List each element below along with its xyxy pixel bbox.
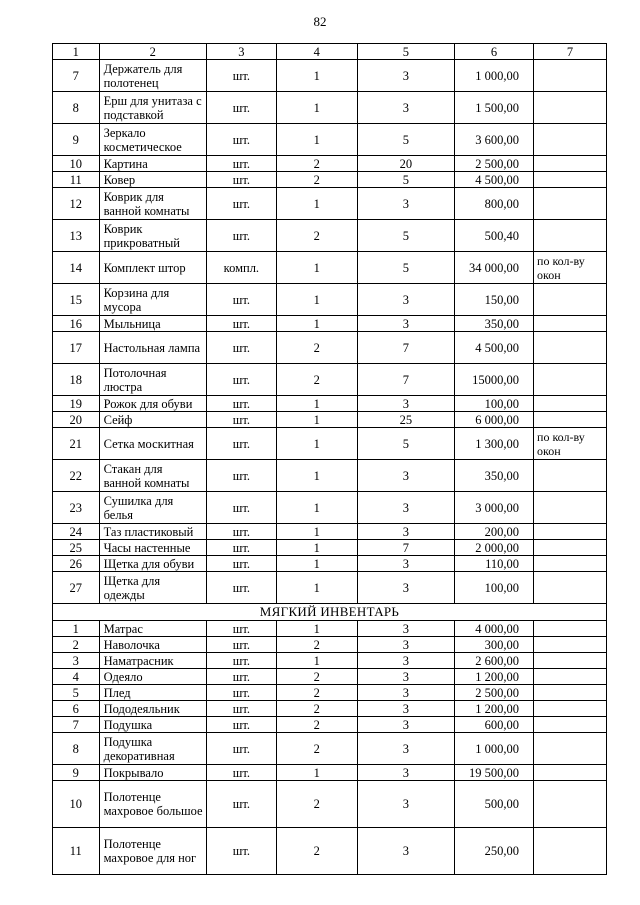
price-cell: 350,00: [455, 460, 534, 492]
quantity-cell: 1: [276, 653, 357, 669]
price-cell: 500,00: [455, 781, 534, 828]
unit-cell: шт.: [206, 188, 276, 220]
item-name: Подушка декоративная: [99, 733, 206, 765]
service-life-cell: 3: [357, 316, 454, 332]
service-life-cell: 3: [357, 396, 454, 412]
unit-cell: шт.: [206, 653, 276, 669]
service-life-cell: 7: [357, 540, 454, 556]
price-cell: 3 000,00: [455, 492, 534, 524]
unit-cell: шт.: [206, 92, 276, 124]
service-life-cell: 7: [357, 332, 454, 364]
item-name: Плед: [99, 685, 206, 701]
column-header: 7: [534, 44, 607, 60]
quantity-cell: 1: [276, 556, 357, 572]
unit-cell: шт.: [206, 828, 276, 875]
item-name: Настольная лампа: [99, 332, 206, 364]
item-name: Пододеяльник: [99, 701, 206, 717]
service-life-cell: 5: [357, 220, 454, 252]
row-number: 19: [53, 396, 100, 412]
row-number: 11: [53, 172, 100, 188]
service-life-cell: 5: [357, 428, 454, 460]
quantity-cell: 1: [276, 188, 357, 220]
quantity-cell: 2: [276, 332, 357, 364]
note-cell: [534, 828, 607, 875]
note-cell: по кол-ву окон: [534, 428, 607, 460]
service-life-cell: 3: [357, 828, 454, 875]
quantity-cell: 1: [276, 492, 357, 524]
item-name: Подушка: [99, 717, 206, 733]
item-name: Часы настенные: [99, 540, 206, 556]
unit-cell: шт.: [206, 733, 276, 765]
column-header: 1: [53, 44, 100, 60]
service-life-cell: 25: [357, 412, 454, 428]
table-row: [53, 733, 607, 765]
note-cell: [534, 717, 607, 733]
quantity-cell: 1: [276, 540, 357, 556]
note-cell: [534, 364, 607, 396]
item-name: Потолочная люстра: [99, 364, 206, 396]
note-cell: [534, 621, 607, 637]
item-name: Наволочка: [99, 637, 206, 653]
unit-cell: шт.: [206, 364, 276, 396]
unit-cell: шт.: [206, 412, 276, 428]
unit-cell: шт.: [206, 669, 276, 685]
section-header-row: [53, 604, 607, 621]
price-cell: 34 000,00: [455, 252, 534, 284]
table-row: [53, 765, 607, 781]
table-row: [53, 701, 607, 717]
item-name: Полотенце махровое большое: [99, 781, 206, 828]
column-header: 4: [276, 44, 357, 60]
price-cell: 2 600,00: [455, 653, 534, 669]
item-name: Зеркало косметическое: [99, 124, 206, 156]
note-cell: [534, 701, 607, 717]
unit-cell: шт.: [206, 765, 276, 781]
item-name: Одеяло: [99, 669, 206, 685]
quantity-cell: 1: [276, 252, 357, 284]
unit-cell: шт.: [206, 781, 276, 828]
quantity-cell: 2: [276, 220, 357, 252]
unit-cell: шт.: [206, 220, 276, 252]
unit-cell: шт.: [206, 701, 276, 717]
price-cell: 4 500,00: [455, 172, 534, 188]
price-cell: 3 600,00: [455, 124, 534, 156]
price-cell: 300,00: [455, 637, 534, 653]
unit-cell: шт.: [206, 717, 276, 733]
table-row: [53, 828, 607, 875]
note-cell: [534, 188, 607, 220]
service-life-cell: 3: [357, 492, 454, 524]
row-number: 8: [53, 92, 100, 124]
service-life-cell: 3: [357, 60, 454, 92]
item-name: Стакан для ванной комнаты: [99, 460, 206, 492]
note-cell: [534, 316, 607, 332]
note-cell: [534, 685, 607, 701]
note-cell: [534, 781, 607, 828]
item-name: Ковер: [99, 172, 206, 188]
table-row: [53, 556, 607, 572]
row-number: 17: [53, 332, 100, 364]
note-cell: [534, 572, 607, 604]
table-row: [53, 524, 607, 540]
service-life-cell: 3: [357, 781, 454, 828]
service-life-cell: 3: [357, 621, 454, 637]
item-name: Комплект штор: [99, 252, 206, 284]
price-cell: 1 500,00: [455, 92, 534, 124]
row-number: 23: [53, 492, 100, 524]
row-number: 15: [53, 284, 100, 316]
service-life-cell: 3: [357, 556, 454, 572]
row-number: 18: [53, 364, 100, 396]
table-row: [53, 172, 607, 188]
note-cell: [534, 524, 607, 540]
service-life-cell: 3: [357, 637, 454, 653]
note-cell: [534, 460, 607, 492]
service-life-cell: 5: [357, 124, 454, 156]
price-cell: 19 500,00: [455, 765, 534, 781]
note-cell: [534, 92, 607, 124]
table-row: [53, 220, 607, 252]
table-row: [53, 669, 607, 685]
row-number: 9: [53, 765, 100, 781]
table-row: [53, 364, 607, 396]
price-cell: 15000,00: [455, 364, 534, 396]
unit-cell: шт.: [206, 60, 276, 92]
note-cell: [534, 669, 607, 685]
price-cell: 2 500,00: [455, 156, 534, 172]
row-number: 22: [53, 460, 100, 492]
price-cell: 200,00: [455, 524, 534, 540]
note-cell: [534, 156, 607, 172]
unit-cell: шт.: [206, 685, 276, 701]
service-life-cell: 20: [357, 156, 454, 172]
quantity-cell: 1: [276, 765, 357, 781]
row-number: 4: [53, 669, 100, 685]
service-life-cell: 5: [357, 172, 454, 188]
quantity-cell: 2: [276, 828, 357, 875]
note-cell: [534, 332, 607, 364]
table-row: [53, 572, 607, 604]
service-life-cell: 3: [357, 685, 454, 701]
quantity-cell: 2: [276, 637, 357, 653]
quantity-cell: 1: [276, 316, 357, 332]
quantity-cell: 1: [276, 92, 357, 124]
price-cell: 350,00: [455, 316, 534, 332]
quantity-cell: 2: [276, 172, 357, 188]
table-row: [53, 653, 607, 669]
note-cell: [534, 653, 607, 669]
item-name: Сейф: [99, 412, 206, 428]
row-number: 12: [53, 188, 100, 220]
unit-cell: шт.: [206, 172, 276, 188]
quantity-cell: 1: [276, 412, 357, 428]
table-row: [53, 188, 607, 220]
table-row: [53, 492, 607, 524]
column-header: 5: [357, 44, 454, 60]
note-cell: [534, 733, 607, 765]
note-cell: [534, 637, 607, 653]
quantity-cell: 2: [276, 685, 357, 701]
quantity-cell: 1: [276, 284, 357, 316]
table-row: [53, 717, 607, 733]
unit-cell: шт.: [206, 524, 276, 540]
unit-cell: шт.: [206, 637, 276, 653]
table-row: [53, 540, 607, 556]
price-cell: 1 000,00: [455, 60, 534, 92]
quantity-cell: 1: [276, 572, 357, 604]
unit-cell: шт.: [206, 284, 276, 316]
quantity-cell: 1: [276, 60, 357, 92]
column-header: 2: [99, 44, 206, 60]
service-life-cell: 5: [357, 252, 454, 284]
row-number: 7: [53, 60, 100, 92]
column-header: 3: [206, 44, 276, 60]
row-number: 5: [53, 685, 100, 701]
table-row: [53, 781, 607, 828]
column-header-row: [53, 44, 607, 60]
quantity-cell: 1: [276, 124, 357, 156]
unit-cell: шт.: [206, 428, 276, 460]
inventory-table: [52, 43, 607, 875]
note-cell: [534, 220, 607, 252]
price-cell: 250,00: [455, 828, 534, 875]
row-number: 27: [53, 572, 100, 604]
unit-cell: компл.: [206, 252, 276, 284]
table-row: [53, 252, 607, 284]
item-name: Корзина для мусора: [99, 284, 206, 316]
table-row: [53, 460, 607, 492]
quantity-cell: 1: [276, 621, 357, 637]
note-cell: [534, 396, 607, 412]
note-cell: [534, 60, 607, 92]
row-number: 16: [53, 316, 100, 332]
unit-cell: шт.: [206, 556, 276, 572]
note-cell: [534, 172, 607, 188]
item-name: Коврик прикроватный: [99, 220, 206, 252]
quantity-cell: 2: [276, 717, 357, 733]
item-name: Покрывало: [99, 765, 206, 781]
row-number: 1: [53, 621, 100, 637]
note-cell: [534, 124, 607, 156]
row-number: 6: [53, 701, 100, 717]
row-number: 20: [53, 412, 100, 428]
unit-cell: шт.: [206, 124, 276, 156]
price-cell: 110,00: [455, 556, 534, 572]
note-cell: [534, 284, 607, 316]
row-number: 7: [53, 717, 100, 733]
quantity-cell: 1: [276, 524, 357, 540]
row-number: 10: [53, 781, 100, 828]
table-row: [53, 124, 607, 156]
price-cell: 600,00: [455, 717, 534, 733]
table-row: [53, 332, 607, 364]
quantity-cell: 1: [276, 428, 357, 460]
note-cell: [534, 412, 607, 428]
table-row: [53, 92, 607, 124]
price-cell: 2 000,00: [455, 540, 534, 556]
unit-cell: шт.: [206, 540, 276, 556]
service-life-cell: 3: [357, 733, 454, 765]
item-name: Коврик для ванной комнаты: [99, 188, 206, 220]
price-cell: 150,00: [455, 284, 534, 316]
service-life-cell: 3: [357, 717, 454, 733]
table-row: [53, 396, 607, 412]
item-name: Щетка для одежды: [99, 572, 206, 604]
service-life-cell: 3: [357, 572, 454, 604]
unit-cell: шт.: [206, 621, 276, 637]
row-number: 26: [53, 556, 100, 572]
price-cell: 2 500,00: [455, 685, 534, 701]
quantity-cell: 2: [276, 156, 357, 172]
service-life-cell: 3: [357, 188, 454, 220]
unit-cell: шт.: [206, 572, 276, 604]
table-row: [53, 412, 607, 428]
note-cell: [534, 765, 607, 781]
price-cell: 1 200,00: [455, 701, 534, 717]
quantity-cell: 2: [276, 364, 357, 396]
table-row: [53, 428, 607, 460]
item-name: Полотенце махровое для ног: [99, 828, 206, 875]
note-cell: [534, 492, 607, 524]
quantity-cell: 2: [276, 701, 357, 717]
service-life-cell: 3: [357, 653, 454, 669]
table-row: [53, 60, 607, 92]
quantity-cell: 2: [276, 669, 357, 685]
row-number: 8: [53, 733, 100, 765]
row-number: 14: [53, 252, 100, 284]
unit-cell: шт.: [206, 460, 276, 492]
row-number: 3: [53, 653, 100, 669]
page-number: 82: [313, 14, 327, 29]
unit-cell: шт.: [206, 156, 276, 172]
column-header: 6: [455, 44, 534, 60]
service-life-cell: 3: [357, 701, 454, 717]
price-cell: 100,00: [455, 572, 534, 604]
price-cell: 100,00: [455, 396, 534, 412]
quantity-cell: 1: [276, 460, 357, 492]
service-life-cell: 3: [357, 460, 454, 492]
note-cell: [534, 556, 607, 572]
table-row: [53, 685, 607, 701]
row-number: 9: [53, 124, 100, 156]
row-number: 13: [53, 220, 100, 252]
price-cell: 6 000,00: [455, 412, 534, 428]
unit-cell: шт.: [206, 396, 276, 412]
item-name: Матрас: [99, 621, 206, 637]
item-name: Картина: [99, 156, 206, 172]
note-cell: [534, 540, 607, 556]
price-cell: 4 500,00: [455, 332, 534, 364]
service-life-cell: 3: [357, 284, 454, 316]
price-cell: 800,00: [455, 188, 534, 220]
table-row: [53, 156, 607, 172]
quantity-cell: 1: [276, 396, 357, 412]
table-row: [53, 621, 607, 637]
quantity-cell: 2: [276, 733, 357, 765]
row-number: 11: [53, 828, 100, 875]
item-name: Держатель для полотенец: [99, 60, 206, 92]
unit-cell: шт.: [206, 492, 276, 524]
section-title: МЯГКИЙ ИНВЕНТАРЬ: [53, 604, 607, 621]
item-name: Мыльница: [99, 316, 206, 332]
table-row: [53, 284, 607, 316]
item-name: Ерш для унитаза с подставкой: [99, 92, 206, 124]
price-cell: 4 000,00: [455, 621, 534, 637]
row-number: 10: [53, 156, 100, 172]
item-name: Сушилка для белья: [99, 492, 206, 524]
service-life-cell: 7: [357, 364, 454, 396]
service-life-cell: 3: [357, 524, 454, 540]
service-life-cell: 3: [357, 92, 454, 124]
unit-cell: шт.: [206, 316, 276, 332]
quantity-cell: 2: [276, 781, 357, 828]
price-cell: 500,40: [455, 220, 534, 252]
row-number: 2: [53, 637, 100, 653]
table-row: [53, 316, 607, 332]
item-name: Рожок для обуви: [99, 396, 206, 412]
note-cell: по кол-ву окон: [534, 252, 607, 284]
row-number: 25: [53, 540, 100, 556]
row-number: 21: [53, 428, 100, 460]
service-life-cell: 3: [357, 765, 454, 781]
unit-cell: шт.: [206, 332, 276, 364]
item-name: Сетка москитная: [99, 428, 206, 460]
item-name: Щетка для обуви: [99, 556, 206, 572]
item-name: Наматрасник: [99, 653, 206, 669]
table-row: [53, 637, 607, 653]
price-cell: 1 000,00: [455, 733, 534, 765]
price-cell: 1 200,00: [455, 669, 534, 685]
price-cell: 1 300,00: [455, 428, 534, 460]
item-name: Таз пластиковый: [99, 524, 206, 540]
service-life-cell: 3: [357, 669, 454, 685]
row-number: 24: [53, 524, 100, 540]
